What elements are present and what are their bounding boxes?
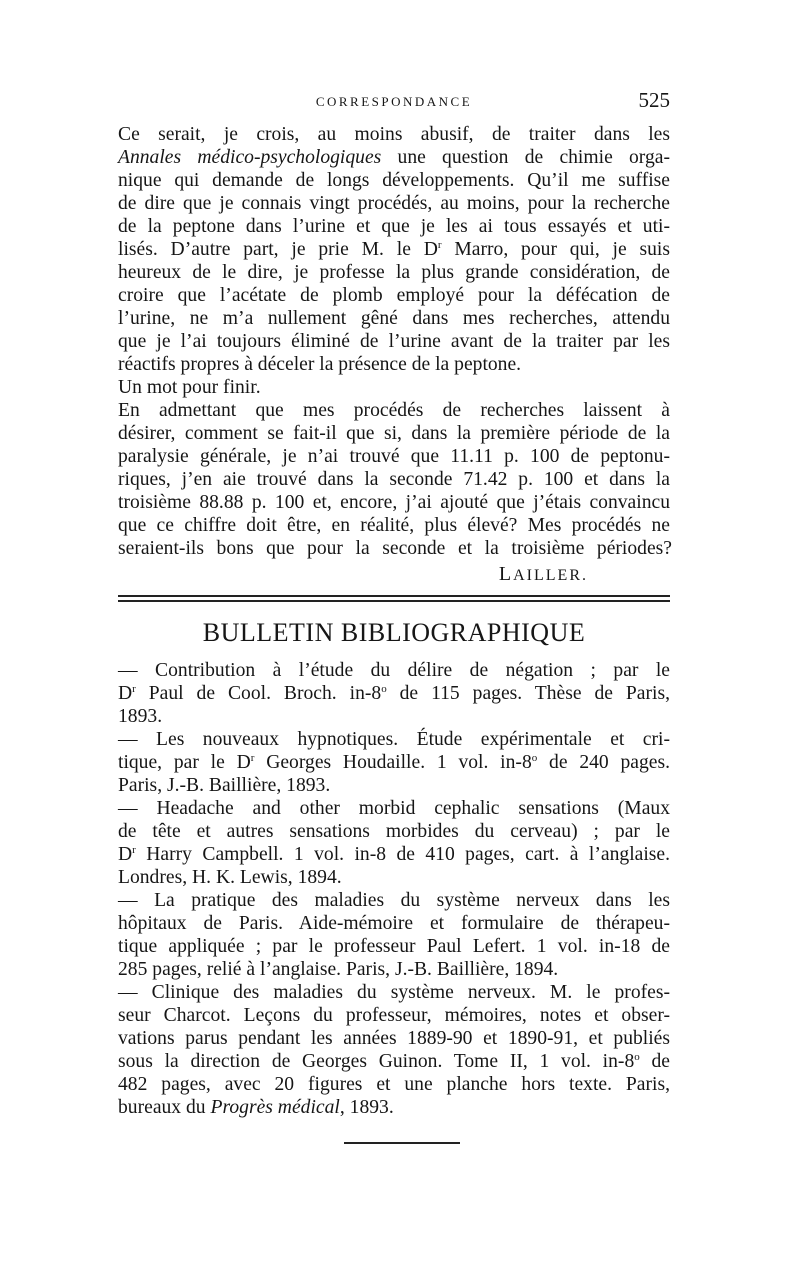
text-line: que je l’ai toujours éliminé de l’urine avant de la traiter par les [118,331,670,352]
text-line: Ce serait, je crois, au moins abusif, de traiter dans les [118,124,670,145]
text-line: En admettant que mes procédés de recherches laissent à [118,400,670,421]
section-heading: BULLETIN BIBLIOGRAPHIQUE [202,618,586,647]
divider-rule [118,600,670,602]
bib-line: tique appliquée ; par le professeur Paul Lefert. 1 vol. in-18 de [118,936,670,957]
text-line: de la peptone dans l’urine et que je les ai tous essayés et uti- [118,216,670,237]
bib-line: Londres, H. K. Lewis, 1894. [118,867,342,888]
bib-line: — Contribution à l’étude du délire de négation ; par le [118,660,670,681]
text-line: de dire que je connais vingt procédés, au moins, pour la recherche [118,193,670,214]
signature: LAILLER. [498,563,588,585]
text-line: nique qui demande de longs développements. Qu’il me suffise [118,170,670,191]
bib-line: 1893. [118,706,163,727]
running-head [118,88,670,114]
journal-title: Annales médico-psychologiques [118,147,382,168]
text-line: Annales médico-psychologiques une question de chimie orga- [118,147,670,168]
text-line: lisés. D’autre part, je prie M. le $D^r$ Marro, pour qui, je suis [118,239,670,260]
bib-line: hôpitaux de Paris. Aide-mémoire et formulaire de thérapeu- [118,913,670,934]
bib-line: — Les nouveaux hypnotiques. Étude expérimentale et cri- [118,729,670,750]
text-line: heureux de le dire, je professe la plus grande considération, de [118,262,670,283]
bib-line: — La pratique des maladies du système nerveux dans les [118,890,670,911]
text-line: l’urine, ne m’a nullement gêné dans mes recherches, attendu [118,308,670,329]
text-line: désirer, comment se fait-il que si, dans la première période de la [118,423,670,444]
divider-rule [118,595,670,597]
text-line: que ce chiffre doit être, en réalité, plus élevé? Mes procédés ne [118,515,670,536]
bib-line: $D^r$ Harry Campbell. 1 vol. in-8 de 410 pages, cart. à l’anglaise. [118,844,670,865]
journal-title: Progrès médical [210,1097,340,1118]
text-line: Un mot pour finir. [118,377,261,398]
bib-line: 285 pages, relié à l’anglaise. Paris, J.-B. Baillière, 1894. [118,959,559,980]
bib-line: seur Charcot. Leçons du professeur, mémoires, notes et obser- [118,1005,670,1026]
bib-line: sous la direction de Georges Guinon. Tome II, 1 vol. in-8$^o$ de [118,1051,670,1072]
text-line: troisième 88.88 p. 100 et, encore, j’ai ajouté que j’étais convaincu [118,492,670,513]
text-line: paralysie générale, je n’ai trouvé que 11.11 p. 100 de peptonu- [118,446,670,467]
bib-line: — Clinique des maladies du système nerveux. M. le profes- [118,982,670,1003]
text-line: croire que l’acétate de plomb employé pour la défécation de [118,285,670,306]
end-rule [344,1142,460,1144]
running-title: CORRESPONDANCE [315,94,473,109]
bib-line: tique, par le $D^r$ Georges Houdaille. 1 vol. in-8$^o$ de 240 pages. [118,752,670,773]
bib-line: de tête et autres sensations morbides du cerveau) ; par le [118,821,670,842]
text-line: riques, j’en aie trouvé dans la seconde 71.42 p. 100 et dans la [118,469,670,490]
text-line: réactifs propres à déceler la présence de la peptone. [118,354,522,375]
bib-line: $D^r$ Paul de Cool. Broch. in-8$^o$ de 115 pages. Thèse de Paris, [118,683,671,704]
bib-line: 482 pages, avec 20 figures et une planche hors texte. Paris, [118,1074,670,1095]
page-number: 525 [638,88,670,112]
bib-line: — Headache and other morbid cephalic sensations (Maux [118,798,670,819]
bib-line: Paris, J.-B. Baillière, 1893. [118,775,331,796]
text-line: seraient-ils bons que pour la seconde et la troisième périodes? [118,538,672,559]
bib-line: vations parus pendant les années 1889-90 et 1890-91, et publiés [118,1028,670,1049]
bib-line: bureaux du Progrès médical, 1893. [118,1097,394,1118]
